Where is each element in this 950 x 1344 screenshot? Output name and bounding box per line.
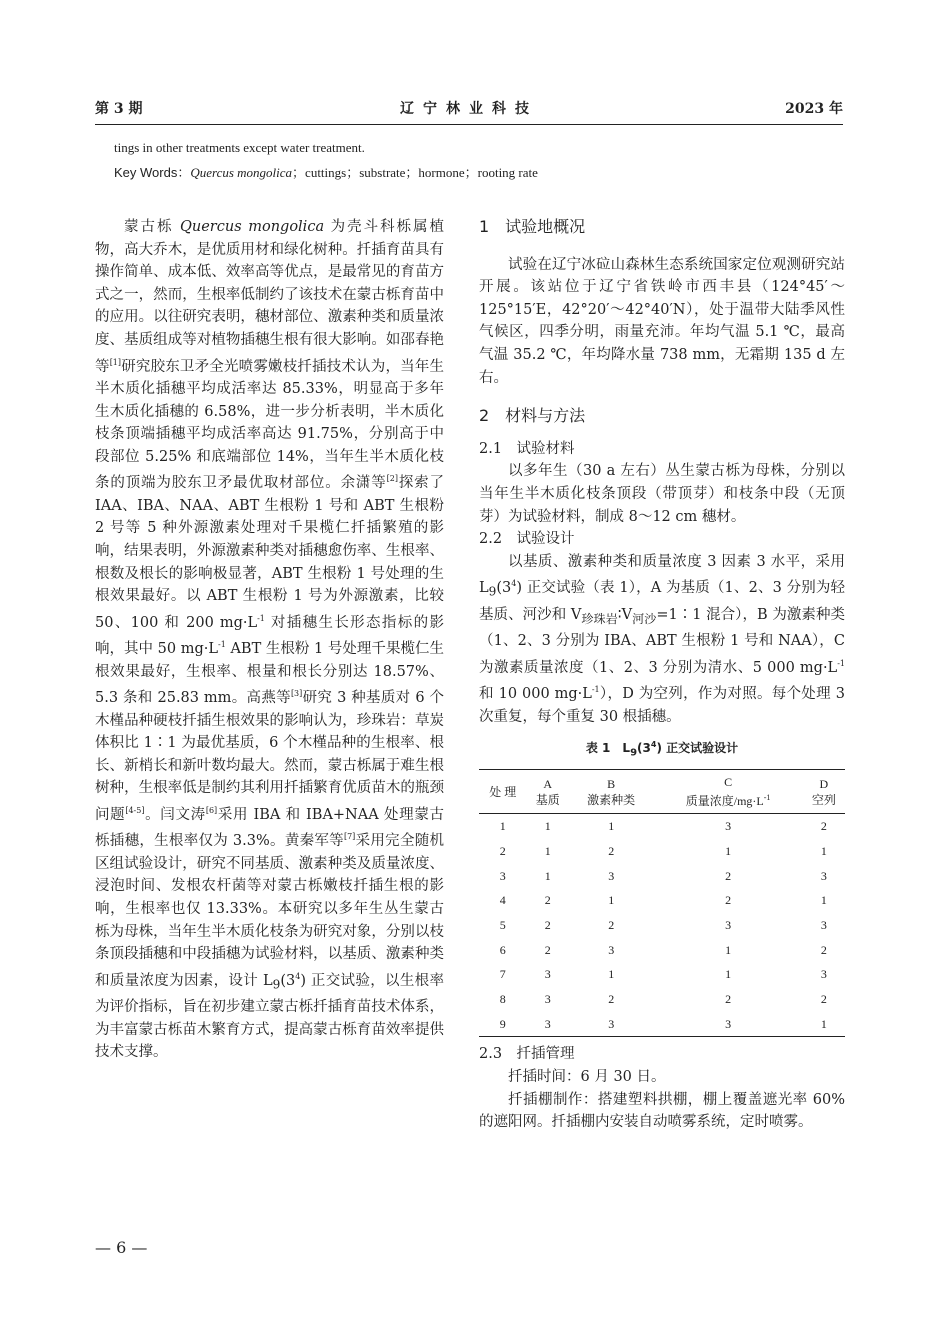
right-column (479, 216, 845, 1134)
table-cell: 1 (608, 819, 615, 834)
table-row (479, 962, 845, 987)
running-header (95, 98, 843, 122)
table-cell: 2 (544, 893, 551, 908)
table-cell: 9 (499, 1016, 506, 1031)
table-row (479, 987, 845, 1012)
table-cell: 1 (499, 819, 506, 834)
table-cell: 7 (499, 967, 506, 982)
table-row (479, 938, 845, 963)
table-cell: 2 (544, 942, 551, 957)
table-cell: 1 (608, 967, 615, 982)
table-header-row (479, 770, 845, 814)
table-cell: 2 (608, 843, 615, 858)
table-cell: 3 (725, 917, 732, 932)
header-a: A 基质 (535, 776, 560, 807)
section-1-title: 1 试验地概况 (479, 217, 586, 236)
table-row (479, 864, 845, 889)
table-cell: 2 (608, 991, 615, 1006)
table-cell: 3 (820, 868, 827, 883)
table-row (479, 839, 845, 864)
table-cell: 3 (725, 819, 732, 834)
table-cell: 6 (499, 942, 506, 957)
table-1-body (479, 814, 845, 1037)
table-cell: 1 (820, 1016, 827, 1031)
table-cell: 3 (544, 967, 551, 982)
table-cell: 2 (725, 893, 732, 908)
table-row (479, 814, 845, 839)
table-cell: 8 (499, 991, 506, 1006)
table-cell: 4 (499, 893, 506, 908)
keywords-rest: ；cuttings；substrate；hormone；rooting rate (292, 165, 538, 180)
header-rule (95, 124, 843, 125)
page-number: — 6 — (95, 1238, 148, 1257)
table-cell: 1 (544, 868, 551, 883)
table-cell: 2 (725, 991, 732, 1006)
table-cell: 2 (725, 868, 732, 883)
table-cell: 1 (725, 843, 732, 858)
table-cell: 3 (544, 991, 551, 1006)
table-row (479, 913, 845, 938)
table-cell: 5 (499, 917, 506, 932)
intro-paragraph: 蒙古栎 Quercus mongolica 为壳斗科栎属植物，高大乔木，是优质用材和绿化树种。扦插育苗具有操作简单、成本低、效率高等优点，是最常见的育苗方式之一，然而，生根率低制约了该技术在蒙古栎育苗中的应用。以往研究表明，穗材部位、激素种类和质量浓度、基质组成等对植物插穗生根有很大影响。如邵春艳等[1]研究胶东卫矛全光喷雾嫩枝扦插技术认为，当年生半木质化插穗平均成活率达 85.33%，明显高于多年生木质化插穗的 6.58%，进一步分析表明，半木质化枝条顶端插穗平均成活率高达 91.75%，分别高于中段部位 5.25% 和底端部位 14%，当年生半木质化枝条的顶端为胶东卫矛最优取材部位。余潇等[2]探索了 IAA、IBA、NAA、ABT 生根粉 1 号和 ABT 生根粉 2 号等 5 种外源激素处理对千果榄仁扦插繁殖的影响，结果表明，外源激素种类对插穗愈伤率、生根率、根数及根长的影响极显著，ABT 生根粉 1 号处理的生根效果最好。以 ABT 生根粉 1 号为外源激素，比较 50、100 和 200 $mg\cdot L^{-1}$ 对插穗生长形态指标的影响，其中 50 $mg\cdot L^{-1}$ ABT 生根粉 1 号处理千果榄仁生根效果最好，生根率、根量和根长分别达 18.57%、5.3 条和 25.83 mm。高燕等[3]研究 3 种基质对 6 个木槿品种硬枝扦插生根效果的影响认为，珍珠岩：草炭体积比 1∶1 为最优基质，6 个木槿品种的生根率、根长、新梢长和新叶数均最大。然而，蒙古栎属于难生根树种，生根率低是制约其利用扦插繁育优质苗木的瓶颈问题[4-5]。闫文涛[6]采用 IBA 和 IBA+NAA 处理蒙古栎插穗，生根率仅为 3.3%。黄秦军等[7]采用完全随机区组试验设计，研究不同基质、激素种类及质量浓度、浸泡时间、发根农杆菌等对蒙古栎嫩枝扦插生根的影响，生根率也仅 13.33%。本研究以多年生丛生蒙古栎为母株，当年生半木质化枝条为研究对象，分别以枝条顶段插穗和中段插穗为试验材料，以基质、激素种类和质量浓度为因素，设计 $L_9(3^4)$ 正交试验，以生根率为评价指标，旨在初步建立蒙古栎扦插育苗技术体系，为丰富蒙古栎苗木繁育方式，提高蒙古栎育苗效率提供技术支撑。 (95, 219, 445, 1061)
section-2-1-title: 2.1 试验材料 (479, 440, 575, 457)
table-cell: 2 (820, 942, 827, 957)
left-column (95, 216, 444, 1064)
table-cell: 3 (608, 1016, 615, 1031)
table-cell: 1 (608, 893, 615, 908)
header-treatment: 处 理 (489, 784, 517, 799)
table-cell: 2 (820, 819, 827, 834)
table-cell: 2 (820, 991, 827, 1006)
year-label: 2023 年 (785, 101, 843, 117)
table-cell: 3 (499, 868, 506, 883)
table-1-caption: 表 1 $L_9(3^4)$ 正交试验设计 (585, 740, 739, 759)
table-cell: 1 (725, 942, 732, 957)
issue-label: 第 3 期 (95, 101, 143, 117)
table-cell: 3 (725, 1016, 732, 1031)
table-cell: 3 (608, 942, 615, 957)
table-cell: 3 (544, 1016, 551, 1031)
table-cell: 2 (544, 917, 551, 932)
section-2-3-text: 扦插棚制作：搭建塑料拱棚，棚上覆盖遮光率 60% 的遮阳网。扦插棚内安装自动喷雾系统，定时喷雾。 (479, 1091, 845, 1131)
table-row (479, 1012, 845, 1037)
table-cell: 1 (544, 843, 551, 858)
table-cell: 3 (820, 967, 827, 982)
section-2-2-title: 2.2 试验设计 (479, 531, 575, 548)
table-cell: 1 (820, 893, 827, 908)
keywords (114, 162, 538, 181)
table-cell: 1 (544, 819, 551, 834)
header-b: B 激素种类 (587, 776, 636, 807)
table-cell: 2 (499, 843, 506, 858)
section-2-1-text: 以多年生（30 a 左右）丛生蒙古栎为母株，分别以当年生半木质化枝条顶段（带顶芽）和枝条中段（无顶芽）为试验材料，制成 8～12 cm 穗材。 (479, 463, 845, 525)
table-cell: 3 (820, 917, 827, 932)
keywords-species: Quercus mongolica (190, 165, 293, 180)
table-cell: 1 (820, 843, 827, 858)
keywords-label: Key Words： (114, 165, 191, 180)
section-2-3-time: 扦插时间：6 月 30 日。 (508, 1068, 666, 1085)
table-cell: 3 (608, 868, 615, 883)
section-1-text: 试验在辽宁冰砬山森林生态系统国家定位观测研究站开展。该站位于辽宁省铁岭市西丰县（124°45′～125°15′E，42°20′～42°40′N），处于温带大陆季风性气候区，四季分明，雨量充沛。年均气温 5.1 ℃，最高气温 35.2 ℃，年均降水量 738 mm，无霜期 135 d 左右。 (479, 256, 845, 386)
table-row (479, 888, 845, 913)
section-2-2-text: 以基质、激素种类和质量浓度 3 因素 3 水平，采用 $L_9(3^4)$ 正交试验（表 1），A 为基质（1、2、3 分别为轻基质、河沙和 $V_{珍珠岩}∶V_{河沙}=1∶1$ 混合），B 为激素种类（1、2、3 分别为 IBA、ABT 生根粉 1 号和 NAA），C 为激素质量浓度（1、2、3 分别为清水、5 000 $mg\cdot L^{-1}$ 和 10 000 $mg\cdot L^{-1}$），D 为空列，作为对照。每个处理 3 次重复，每个重复 30 根插穗。 (479, 553, 845, 725)
section-2-3-title: 2.3 扦插管理 (479, 1046, 575, 1063)
header-d: D 空列 (811, 776, 836, 807)
header-c: C 质量浓度$/mg\cdot L^{-1}$ (685, 775, 771, 809)
journal-title: 辽宁林业科技 (400, 101, 538, 117)
abstract-tail: tings in other treatments except water treatment. (114, 140, 365, 155)
section-2-title: 2 材料与方法 (479, 406, 586, 426)
table-cell: 2 (608, 917, 615, 932)
table-cell: 1 (725, 967, 732, 982)
table-1 (479, 769, 845, 1037)
